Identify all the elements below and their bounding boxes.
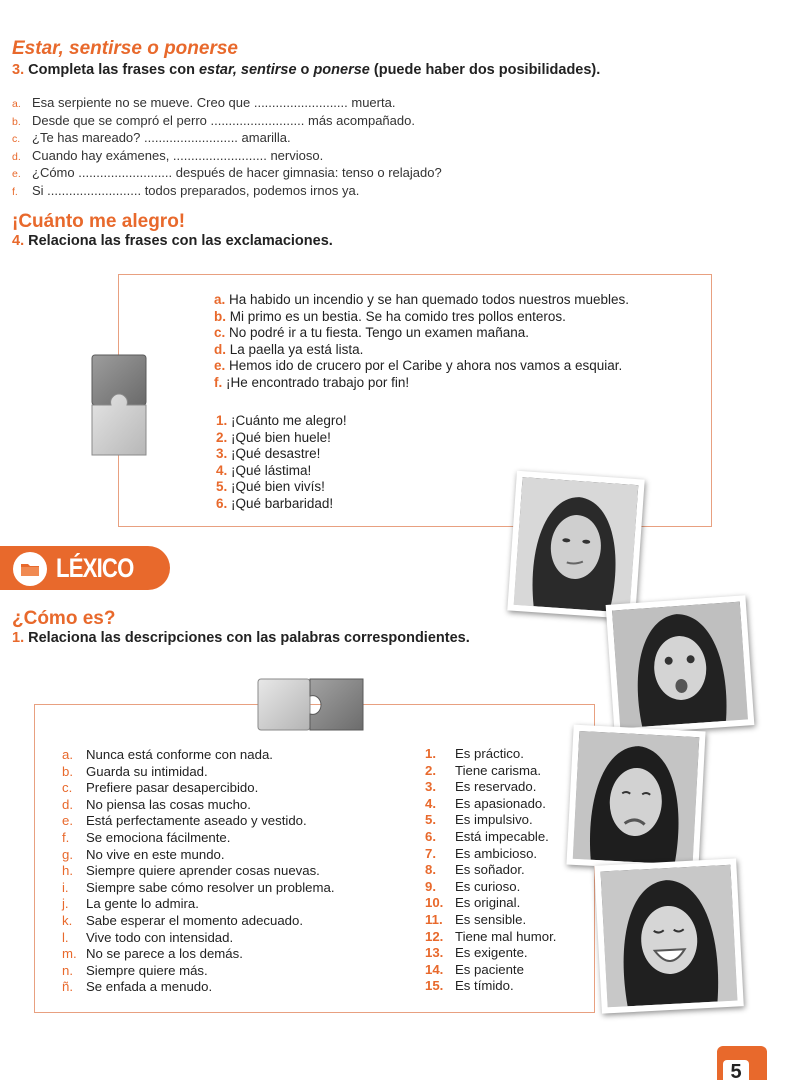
list-item <box>425 779 556 796</box>
list-item <box>62 946 334 963</box>
item-number: 8. <box>425 862 436 878</box>
list-item <box>62 979 334 996</box>
lexico-banner <box>0 546 170 590</box>
item-letter: c. <box>62 780 73 796</box>
item-letter: c. <box>12 133 21 146</box>
item-letter: b. <box>12 115 21 128</box>
item-number: 3. <box>425 779 436 795</box>
item-letter: a. <box>12 98 21 110</box>
item-number: 6. <box>425 828 436 844</box>
photo-doubtful-face <box>507 471 644 620</box>
lexico-title: LÉXICO <box>56 553 134 583</box>
item-letter: c. <box>214 325 226 341</box>
list-item <box>214 292 629 309</box>
section-title-estar: Estar, sentirse o ponerse <box>12 38 238 59</box>
exercise-number: 3. <box>12 62 25 78</box>
list-item <box>425 829 556 846</box>
folder-icon <box>13 552 47 586</box>
photo-surprised-face <box>606 595 755 734</box>
photo-sad-face <box>566 725 705 872</box>
item-text: Es ambicioso. <box>455 845 538 861</box>
item-text: Siempre quiere aprender cosas nuevas. <box>86 863 320 879</box>
list-item <box>62 930 334 947</box>
banner-icon-circle <box>13 552 47 586</box>
page-number-tab <box>717 1046 767 1083</box>
item-number: 1. <box>425 746 436 761</box>
item-number: 14. <box>425 961 444 977</box>
item-text: Es tímido. <box>455 978 514 994</box>
item-text: Siempre sabe cómo resolver un problema. <box>86 879 335 895</box>
item-text: No vive en este mundo. <box>86 846 225 862</box>
item-text: Prefiere pasar desapercibido. <box>86 780 259 796</box>
page-number-box <box>723 1060 749 1086</box>
item-text: ¡He encontrado trabajo por fin! <box>226 374 410 390</box>
list-item <box>214 375 629 392</box>
item-text: Tiene mal humor. <box>455 928 557 944</box>
item-text: Sabe esperar el momento adecuado. <box>86 912 304 928</box>
item-number: 2. <box>216 429 228 445</box>
item-number: 5. <box>425 812 436 828</box>
list-item <box>425 945 556 962</box>
face-image <box>573 731 700 865</box>
item-letter: e. <box>214 358 226 374</box>
item-letter: f. <box>62 829 70 845</box>
item-text: Se emociona fácilmente. <box>86 829 231 845</box>
list-item <box>62 847 334 864</box>
item-text: La gente lo admira. <box>86 896 199 912</box>
instruction-italic: estar, sentirse <box>198 62 297 78</box>
list-item <box>62 913 334 930</box>
list-item <box>214 325 629 342</box>
item-letter: e. <box>62 813 73 829</box>
list-item <box>425 879 556 896</box>
item-letter: f. <box>12 185 18 198</box>
item-text: Ha habido un incendio y se han quemado todos nuestros muebles. <box>229 292 630 307</box>
exercise-1-descriptions <box>62 747 334 996</box>
list-item <box>216 496 347 513</box>
list-item <box>425 895 556 912</box>
item-text: Esa serpiente no se mueve. Creo que .......................... muerta. <box>32 95 396 110</box>
item-letter: j. <box>62 896 69 912</box>
item-text: No se parece a los demás. <box>86 946 243 962</box>
item-text: ¡Qué desastre! <box>231 446 321 462</box>
list-item <box>62 747 334 764</box>
list-item <box>62 813 334 830</box>
item-text: Si .......................... todos preparados, podemos irnos ya. <box>32 182 360 198</box>
puzzle-piece-icon <box>257 678 365 732</box>
item-letter: b. <box>62 763 73 779</box>
item-text: Tiene carisma. <box>455 762 541 778</box>
section-title-como-es: ¿Cómo es? <box>12 608 116 629</box>
item-text: Cuando hay exámenes, .......................... nervioso. <box>32 147 324 163</box>
item-number: 4. <box>216 462 228 478</box>
item-text: Es soñador. <box>455 862 525 878</box>
list-item <box>214 358 629 375</box>
item-text: Guarda su intimidad. <box>86 763 208 779</box>
list-item <box>216 479 347 496</box>
item-text: ¡Qué bien huele! <box>231 429 331 445</box>
item-number: 5. <box>216 479 228 495</box>
exercise-4-phrases <box>214 292 629 392</box>
item-letter: d. <box>62 796 73 812</box>
item-number: 15. <box>425 978 444 994</box>
item-number: 2. <box>425 762 436 778</box>
list-item <box>62 780 334 797</box>
list-item <box>12 148 442 166</box>
item-number: 1. <box>216 413 228 428</box>
instruction-text: Completa las frases con <box>28 62 199 78</box>
item-letter: n. <box>62 962 73 978</box>
item-text: Desde que se compró el perro .......................... más acompañado. <box>32 112 415 128</box>
item-text: Se enfada a menudo. <box>86 979 213 995</box>
list-item <box>216 430 347 447</box>
item-text: ¡Qué lástima! <box>231 462 312 478</box>
item-text: ¿Cómo .......................... después de hacer gimnasia: tenso o relajado? <box>32 165 442 181</box>
page-number: 5 <box>730 1061 742 1083</box>
item-text: Es práctico. <box>455 746 524 761</box>
item-letter: a. <box>214 292 226 307</box>
item-text: No piensa las cosas mucho. <box>86 796 251 812</box>
item-number: 11. <box>425 911 443 927</box>
list-item <box>425 962 556 979</box>
item-text: Mi primo es un bestia. Se ha comido tres pollos enteros. <box>229 308 566 324</box>
list-item <box>62 830 334 847</box>
item-number: 4. <box>425 795 436 811</box>
item-text: Es original. <box>455 895 521 911</box>
item-text: Es apasionado. <box>455 795 546 811</box>
instruction-text: o <box>296 62 314 78</box>
list-item <box>216 446 347 463</box>
list-item <box>425 812 556 829</box>
list-item <box>62 797 334 814</box>
photo-laughing-face <box>594 858 744 1013</box>
instruction-italic: ponerse <box>313 62 370 78</box>
list-item <box>425 763 556 780</box>
item-text: Hemos ido de crucero por el Caribe y ahora nos vamos a esquiar. <box>229 358 623 374</box>
item-text: Es exigente. <box>455 945 528 961</box>
list-item <box>12 95 442 113</box>
instruction-text: Relaciona las frases con las exclamaciones. <box>28 233 333 249</box>
list-item <box>62 880 334 897</box>
item-number: 6. <box>216 495 228 511</box>
list-item <box>62 863 334 880</box>
item-letter: f. <box>214 374 223 390</box>
list-item <box>216 463 347 480</box>
list-item <box>214 309 629 326</box>
item-text: ¡Qué bien vivís! <box>231 479 325 495</box>
item-letter: a. <box>62 747 73 762</box>
list-item <box>425 929 556 946</box>
face-image <box>612 602 748 729</box>
exercise-4-exclamations <box>216 413 347 513</box>
item-letter: g. <box>62 846 73 862</box>
exercise-instruction <box>12 630 470 646</box>
instruction-text: (puede haber dos posibilidades). <box>369 62 601 78</box>
face-image <box>514 477 639 613</box>
list-item <box>425 746 556 763</box>
item-text: ¿Te has mareado? .......................... amarilla. <box>32 130 291 146</box>
item-letter: i. <box>62 879 69 895</box>
list-item <box>425 978 556 995</box>
item-number: 13. <box>425 945 444 961</box>
list-item <box>62 963 334 980</box>
list-item <box>425 846 556 863</box>
face-image <box>601 865 738 1008</box>
list-item <box>12 165 442 183</box>
item-text: Está perfectamente aseado y vestido. <box>86 813 307 829</box>
item-letter: m. <box>62 946 77 962</box>
list-item <box>214 342 629 359</box>
list-item <box>12 113 442 131</box>
exercise-1-words <box>425 746 556 995</box>
item-text: Es reservado. <box>455 779 537 795</box>
item-number: 9. <box>425 878 436 894</box>
item-number: 7. <box>425 845 436 861</box>
exercise-number: 1. <box>12 630 25 646</box>
exercise-3-list <box>12 95 442 201</box>
item-number: 12. <box>425 928 444 944</box>
item-text: Está impecable. <box>455 828 549 844</box>
puzzle-piece-icon <box>91 354 147 458</box>
instruction-text: Relaciona las descripciones con las palabras correspondientes. <box>28 630 470 646</box>
item-letter: e. <box>12 168 21 181</box>
list-item <box>425 862 556 879</box>
item-text: Es curioso. <box>455 878 521 894</box>
list-item <box>425 796 556 813</box>
list-item <box>425 912 556 929</box>
item-text: Es sensible. <box>455 911 527 927</box>
list-item <box>12 130 442 148</box>
item-text: ¡Cuánto me alegro! <box>231 413 347 428</box>
exercise-instruction <box>12 62 600 78</box>
item-letter: ñ. <box>62 979 73 995</box>
item-text: Siempre quiere más. <box>86 962 208 978</box>
item-text: Vive todo con intensidad. <box>86 929 234 945</box>
item-letter: b. <box>214 308 226 324</box>
item-text: ¡Qué barbaridad! <box>231 495 334 511</box>
item-text: Es paciente <box>455 961 524 977</box>
item-letter: k. <box>62 912 73 928</box>
exercise-instruction <box>12 233 333 249</box>
exercise-number: 4. <box>12 233 25 249</box>
item-letter: l. <box>62 929 69 945</box>
list-item <box>12 183 442 201</box>
item-text: No podré ir a tu fiesta. Tengo un examen mañana. <box>229 325 529 341</box>
item-letter: d. <box>214 341 226 357</box>
item-letter: h. <box>62 863 73 879</box>
item-text: La paella ya está lista. <box>229 341 364 357</box>
list-item <box>62 764 334 781</box>
section-title-alegro: ¡Cuánto me alegro! <box>12 211 186 232</box>
list-item <box>62 896 334 913</box>
item-text: Nunca está conforme con nada. <box>86 747 273 762</box>
item-text: Es impulsivo. <box>455 812 533 828</box>
item-letter: d. <box>12 150 21 163</box>
list-item <box>216 413 347 430</box>
item-number: 3. <box>216 446 228 462</box>
item-number: 10. <box>425 895 444 911</box>
